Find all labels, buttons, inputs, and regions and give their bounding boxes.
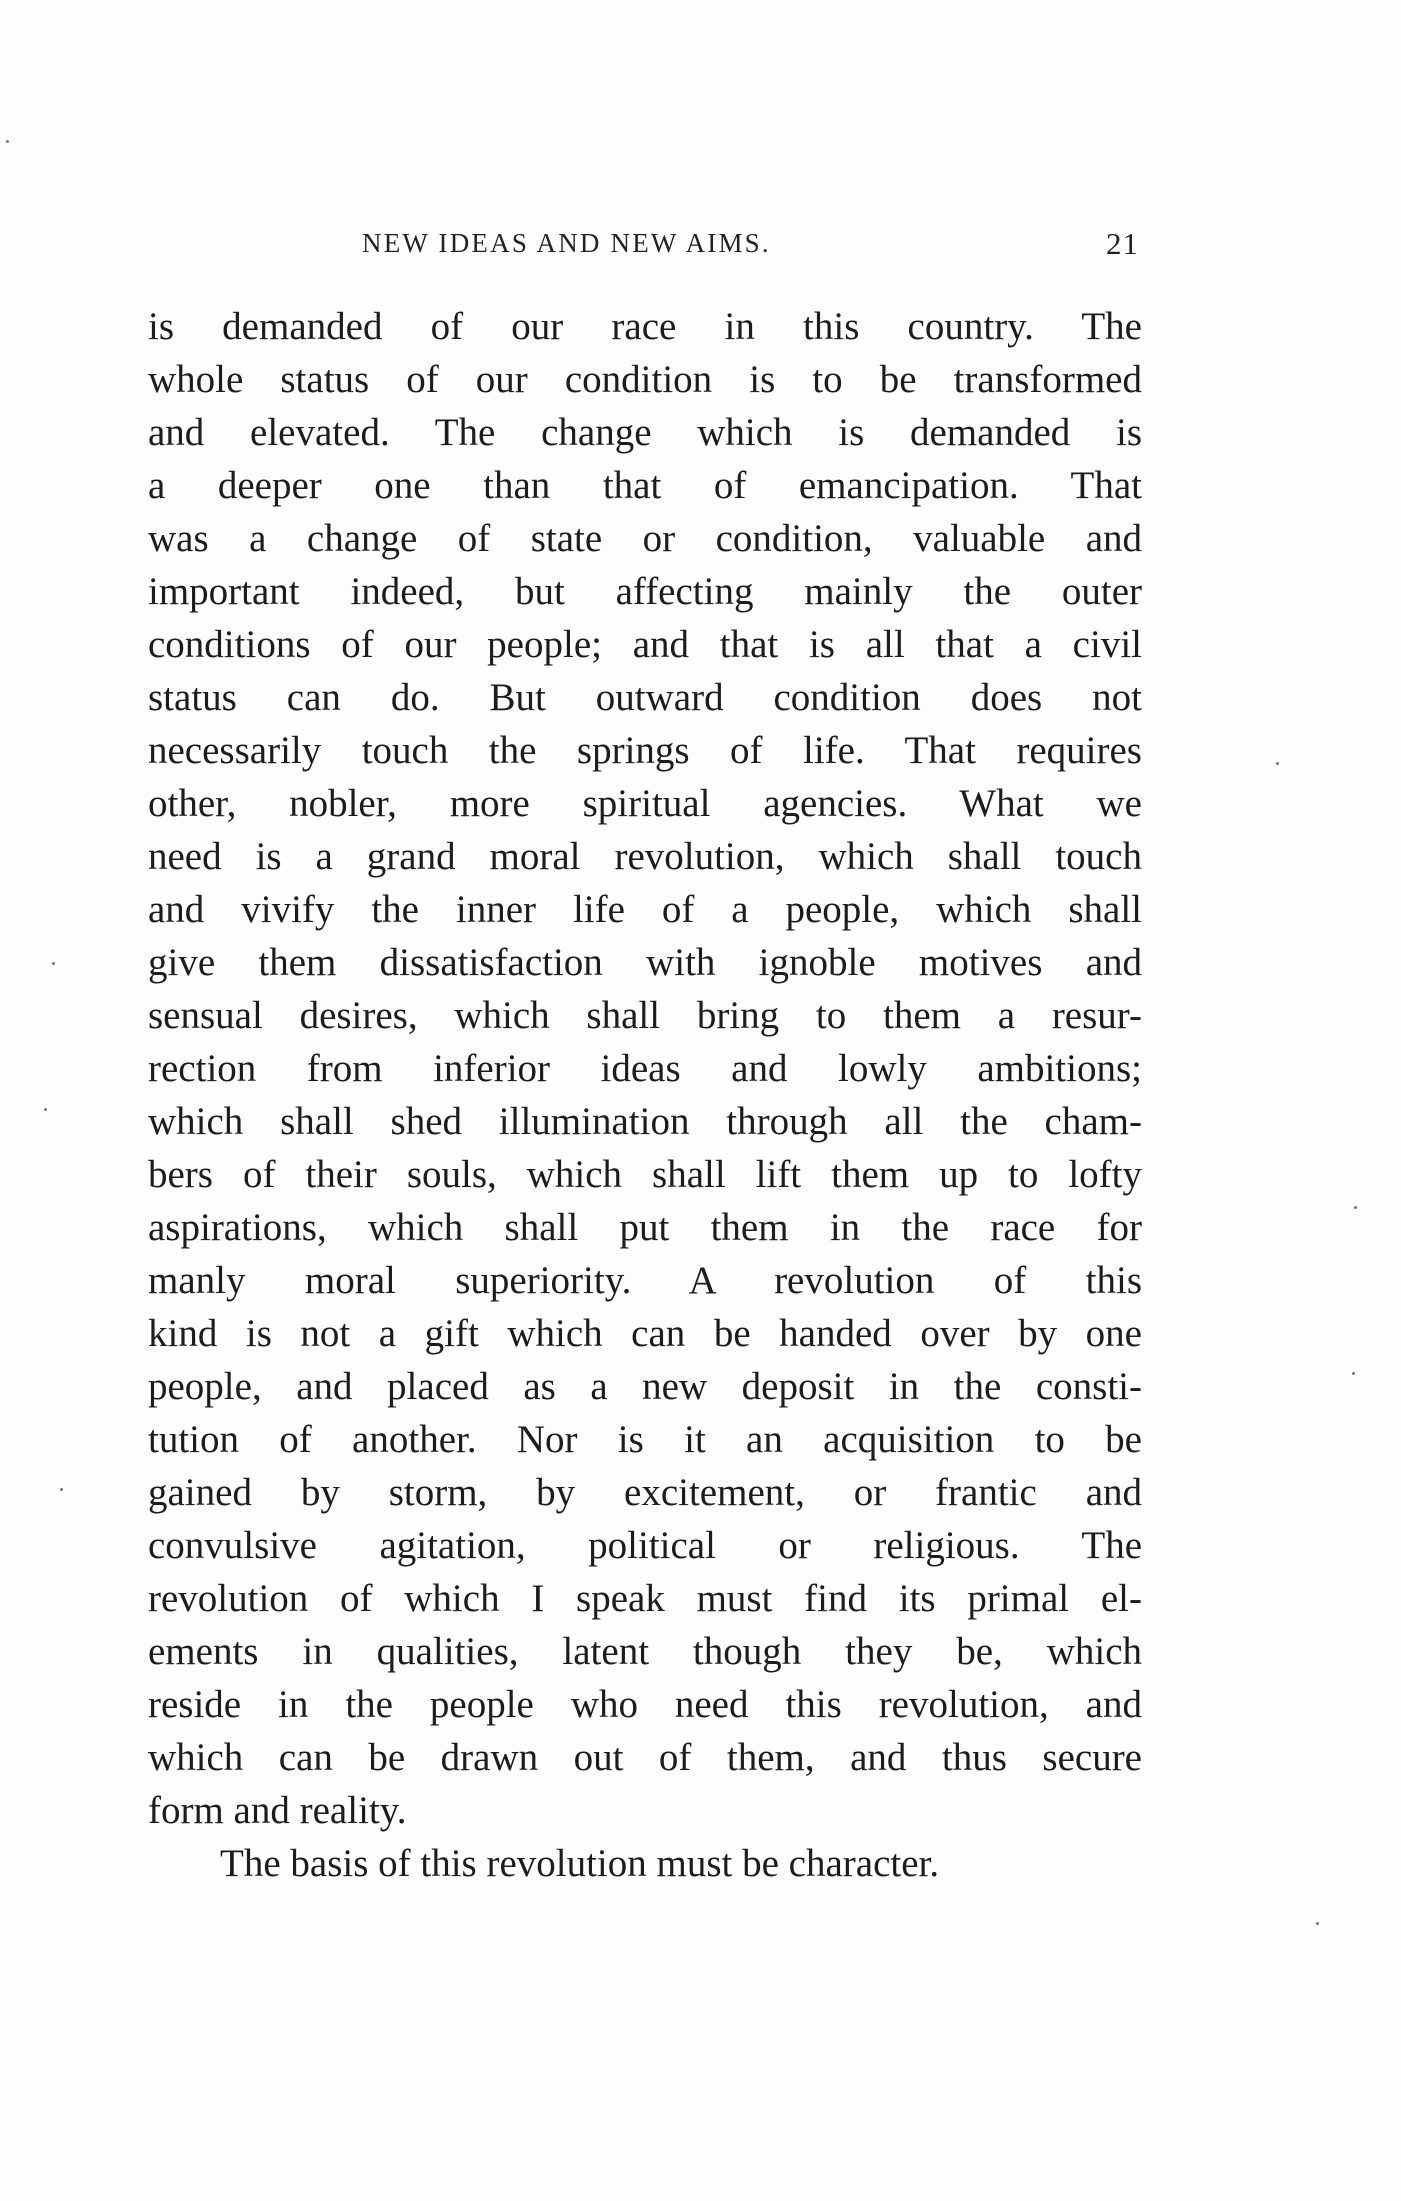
text-line: manly moral superiority. A revolution of this [148,1259,1142,1302]
text-line: sensual desires, which shall bring to them a resur- [148,994,1142,1037]
text-line: other, nobler, more spiritual agencies. What we [148,782,1142,825]
text-line: and vivify the inner life of a people, which shall [148,888,1142,931]
text-line: is demanded of our race in this country. The [148,305,1142,348]
text-line: people, and placed as a new deposit in the consti- [148,1365,1142,1408]
text-line: whole status of our condition is to be transformed [148,358,1142,401]
text-line: ements in qualities, latent though they be, which [148,1630,1142,1673]
scan-speck [1352,1372,1355,1375]
text-line: rection from inferior ideas and lowly ambitions; [148,1047,1142,1090]
scan-speck [44,1108,47,1111]
text-line: necessarily touch the springs of life. That requires [148,729,1142,772]
text-line: need is a grand moral revolution, which shall touch [148,835,1142,878]
text-line: kind is not a gift which can be handed over by one [148,1312,1142,1355]
running-head: NEW IDEAS AND NEW AIMS. [362,228,771,258]
text-line: convulsive agitation, political or religious. The [148,1524,1142,1567]
text-line: bers of their souls, which shall lift them up to lofty [148,1153,1142,1196]
text-line: tution of another. Nor is it an acquisition to be [148,1418,1142,1461]
text-line: which shall shed illumination through all the cham- [148,1100,1142,1143]
scan-speck [1316,1922,1319,1925]
text-line: important indeed, but affecting mainly the outer [148,570,1142,613]
scan-speck [1276,762,1279,765]
scan-speck [1354,1206,1357,1209]
text-line: revolution of which I speak must find its primal el- [148,1577,1142,1620]
text-line: was a change of state or condition, valuable and [148,517,1142,560]
text-line: status can do. But outward condition does not [148,676,1142,719]
text-line: which can be drawn out of them, and thus secure [148,1736,1142,1779]
text-line: give them dissatisfaction with ignoble motives and [148,941,1142,984]
text-line: and elevated. The change which is demanded is [148,411,1142,454]
text-line: conditions of our people; and that is all that a civil [148,623,1142,666]
page-number: 21 [1106,226,1139,261]
paragraph-start-line: The basis of this revolution must be character. [220,1842,940,1885]
scan-speck [60,1488,63,1491]
body-text [148,300,1142,1890]
text-line: gained by storm, by excitement, or frantic and [148,1471,1142,1514]
text-line: a deeper one than that of emancipation. That [148,464,1142,507]
scan-speck [6,140,9,143]
text-line: aspirations, which shall put them in the race for [148,1206,1142,1249]
paragraph-end-line: form and reality. [148,1789,407,1832]
text-line: reside in the people who need this revolution, and [148,1683,1142,1726]
scan-speck [52,962,55,965]
